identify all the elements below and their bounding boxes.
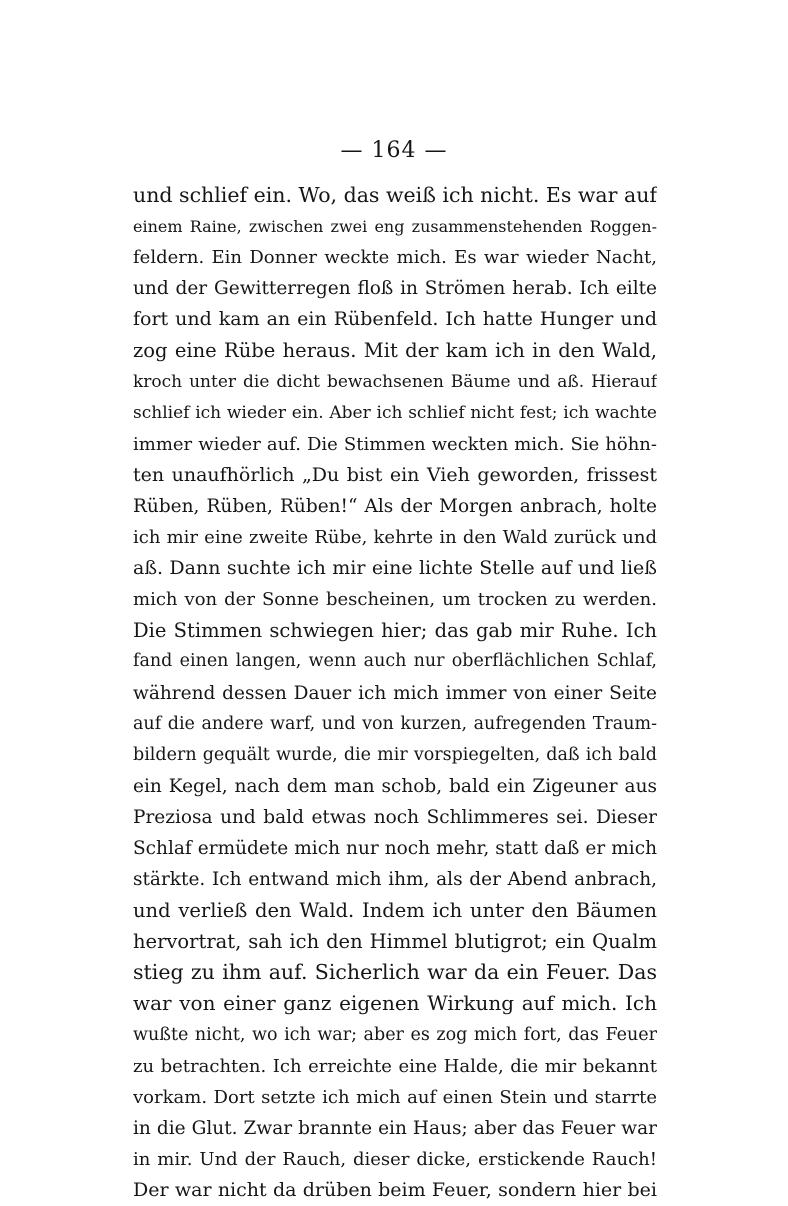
text-line: Preziosa und bald etwas noch Schlimmeres sei. Dieser: [133, 806, 657, 828]
text-line: bildern gequält wurde, die mir vorspiegelten, daß ich bald: [133, 744, 657, 765]
text-line: ten unaufhörlich „Du bist ein Vieh geworden, frissest: [133, 463, 657, 486]
text-line: auf die andere warf, und von kurzen, aufregenden Traum-: [133, 713, 657, 734]
text-line: und der Gewitterregen floß in Strömen herab. Ich eilte: [133, 278, 657, 300]
text-line: fort und kam an ein Rübenfeld. Ich hatte Hunger und: [133, 308, 657, 331]
text-line: zu betrachten. Ich erreichte eine Halde, die mir bekannt: [133, 1055, 657, 1077]
text-line: Der war nicht da drüben beim Feuer, sondern hier bei: [133, 1179, 657, 1201]
text-line: schlief ich wieder ein. Aber ich schlief nicht fest; ich wachte: [133, 402, 657, 423]
text-line: vorkam. Dort setzte ich mich auf einen Stein und starrte: [133, 1086, 657, 1108]
text-line: ich mir eine zweite Rübe, kehrte in den Wald zurück und: [133, 527, 657, 549]
text-line: ein Kegel, nach dem man schob, bald ein Zigeuner aus: [133, 775, 657, 797]
text-line: Rüben, Rüben, Rüben!“ Als der Morgen anbrach, holte: [133, 495, 657, 517]
text-line: zog eine Rübe heraus. Mit der kam ich in den Wald,: [133, 339, 657, 363]
text-line: Die Stimmen schwiegen hier; das gab mir Ruhe. Ich: [133, 619, 657, 643]
page-number: — 164 —: [340, 138, 448, 163]
text-line: immer wieder auf. Die Stimmen weckten mich. Sie höhn-: [133, 433, 657, 455]
text-line: mich von der Sonne bescheinen, um trocken zu werden.: [133, 589, 657, 611]
text-line: kroch unter die dicht bewachsenen Bäume und aß. Hierauf: [133, 371, 657, 392]
text-line: einem Raine, zwischen zwei eng zusammenstehenden Roggen-: [133, 217, 657, 237]
text-line: in die Glut. Zwar brannte ein Haus; aber das Feuer war: [133, 1117, 657, 1139]
text-line: in mir. Und der Rauch, dieser dicke, erstickende Rauch!: [133, 1148, 657, 1170]
text-line: wußte nicht, wo ich war; aber es zog mich fort, das Feuer: [133, 1024, 657, 1045]
text-line: Schlaf ermüdete mich nur noch mehr, statt daß er mich: [133, 837, 657, 859]
text-line: während dessen Dauer ich mich immer von einer Seite: [133, 682, 657, 704]
text-line: fand einen langen, wenn auch nur oberflächlichen Schlaf,: [133, 651, 657, 672]
text-line: aß. Dann suchte ich mir eine lichte Stelle auf und ließ: [133, 557, 657, 580]
text-line: und schlief ein. Wo, das weiß ich nicht. Es war auf: [133, 183, 657, 207]
text-line: stärkte. Ich entwand mich ihm, als der Abend anbrach,: [133, 869, 657, 891]
text-line: war von einer ganz eigenen Wirkung auf mich. Ich: [133, 991, 657, 1016]
text-line: stieg zu ihm auf. Sicherlich war da ein Feuer. Das: [133, 960, 657, 985]
text-line: und verließ den Wald. Indem ich unter den Bäumen: [133, 899, 657, 923]
body-text: [133, 180, 657, 1206]
text-line: feldern. Ein Donner weckte mich. Es war wieder Nacht,: [133, 247, 657, 269]
text-line: hervortrat, sah ich den Himmel blutigrot; ein Qualm: [133, 930, 657, 954]
